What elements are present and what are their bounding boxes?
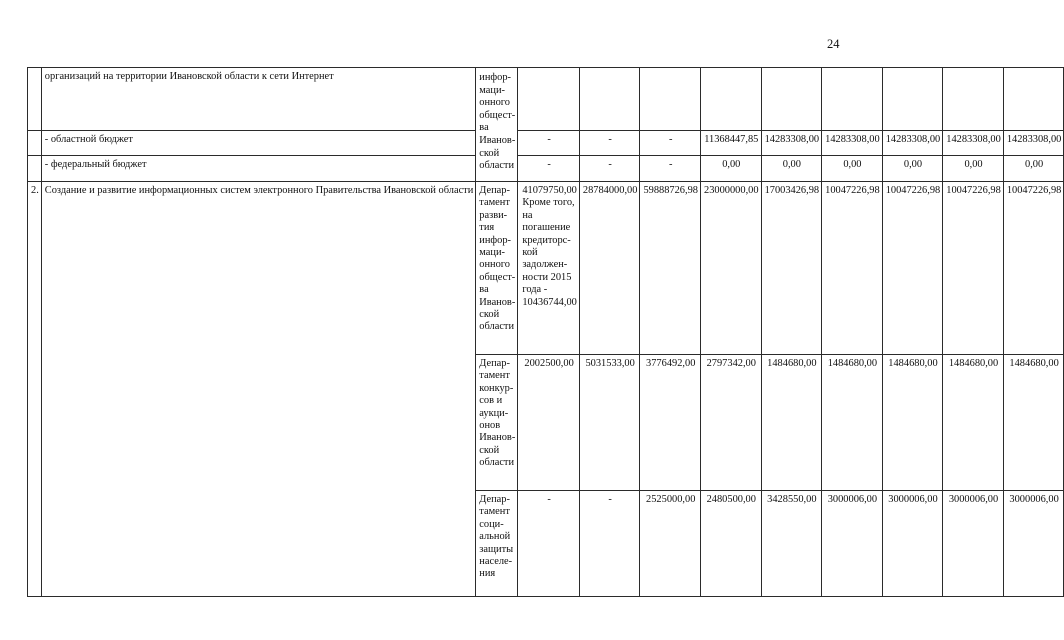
value-cell: 10047226,98 — [943, 182, 1004, 355]
value-cell: 3000006,00 — [943, 491, 1004, 597]
executor-text: инфор- маци- онного общест- ва Иванов- ской области — [479, 72, 516, 172]
budget-table — [27, 67, 1064, 597]
value-cell: 3000006,00 — [882, 491, 943, 597]
value-cell: 1484680,00 — [1003, 355, 1064, 491]
value-cell: 2480500,00 — [701, 491, 762, 597]
value-cell: 28784000,00 — [579, 182, 640, 355]
executor-text: Депар- тамент соци- альной защиты населе- ния — [479, 494, 514, 580]
value-cell: 0,00 — [701, 156, 762, 182]
table-row — [28, 182, 1064, 355]
value-cell: 2525000,00 — [640, 491, 701, 597]
value-cell: - — [518, 131, 580, 156]
item-name: - федеральный бюджет — [41, 156, 476, 182]
value-cell: 10047226,98 — [822, 182, 883, 355]
page-number: 24 — [827, 37, 840, 51]
value-cell: 14283308,00 — [1003, 131, 1064, 156]
executor-cell — [476, 68, 518, 182]
value-cell: 10047226,98 — [1003, 182, 1064, 355]
value-cell: 23000000,00 — [701, 182, 762, 355]
value-cell: 3776492,00 — [640, 355, 701, 491]
num-cell — [28, 68, 42, 131]
value-cell: - — [518, 156, 580, 182]
value-cell: 5031533,00 — [579, 355, 640, 491]
value-cell: 0,00 — [761, 156, 822, 182]
item-name: Создание и развитие информационных систем электронного Правительства Ивановской области — [41, 182, 476, 597]
item-name: организаций на территории Ивановской области к сети Интернет — [41, 68, 476, 131]
value-cell: - — [518, 491, 580, 597]
value-cell: - — [640, 131, 701, 156]
table-row — [28, 68, 1064, 131]
table-row — [28, 131, 1064, 156]
num-cell — [28, 156, 42, 182]
value-cell: 3000006,00 — [822, 491, 883, 597]
value-cell: 3000006,00 — [1003, 491, 1064, 597]
value-cell: 14283308,00 — [761, 131, 822, 156]
value-cell: 14283308,00 — [882, 131, 943, 156]
executor-text: Депар- тамент конкур- сов и аукци- онов Иванов- ской области — [479, 358, 516, 469]
value-cell: 10047226,98 — [882, 182, 943, 355]
value-cell: 1484680,00 — [761, 355, 822, 491]
value-cell: 59888726,98 — [640, 182, 701, 355]
value-cell: 1484680,00 — [882, 355, 943, 491]
item-number: 2. — [28, 182, 42, 597]
value-cell: 11368447,85 — [701, 131, 762, 156]
executor-cell — [476, 491, 518, 597]
value-cell: 2797342,00 — [701, 355, 762, 491]
value-text: 41079750,00 Кроме того, на погашение кредиторс- кой задолжен- ности 2015 года - 10436744,00 — [522, 185, 577, 308]
value-cell: 0,00 — [1003, 156, 1064, 182]
value-cell: 0,00 — [943, 156, 1004, 182]
executor-cell — [476, 182, 518, 355]
value-cell: 1484680,00 — [822, 355, 883, 491]
value-cell: - — [579, 131, 640, 156]
value-cell: 14283308,00 — [822, 131, 883, 156]
executor-text: Депар- тамент разви- тия инфор- маци- онного общест- ва Иванов- ской области — [479, 185, 516, 333]
value-cell: 3428550,00 — [761, 491, 822, 597]
item-name: - областной бюджет — [41, 131, 476, 156]
table-row — [28, 156, 1064, 182]
value-cell: - — [640, 156, 701, 182]
value-cell: - — [579, 156, 640, 182]
value-cell — [518, 182, 580, 355]
value-cell: 2002500,00 — [518, 355, 580, 491]
value-cell: 1484680,00 — [943, 355, 1004, 491]
executor-cell — [476, 355, 518, 491]
value-cell: 0,00 — [882, 156, 943, 182]
num-cell — [28, 131, 42, 156]
value-cell: 17003426,98 — [761, 182, 822, 355]
value-cell: 14283308,00 — [943, 131, 1004, 156]
value-cell: - — [579, 491, 640, 597]
value-cell: 0,00 — [822, 156, 883, 182]
